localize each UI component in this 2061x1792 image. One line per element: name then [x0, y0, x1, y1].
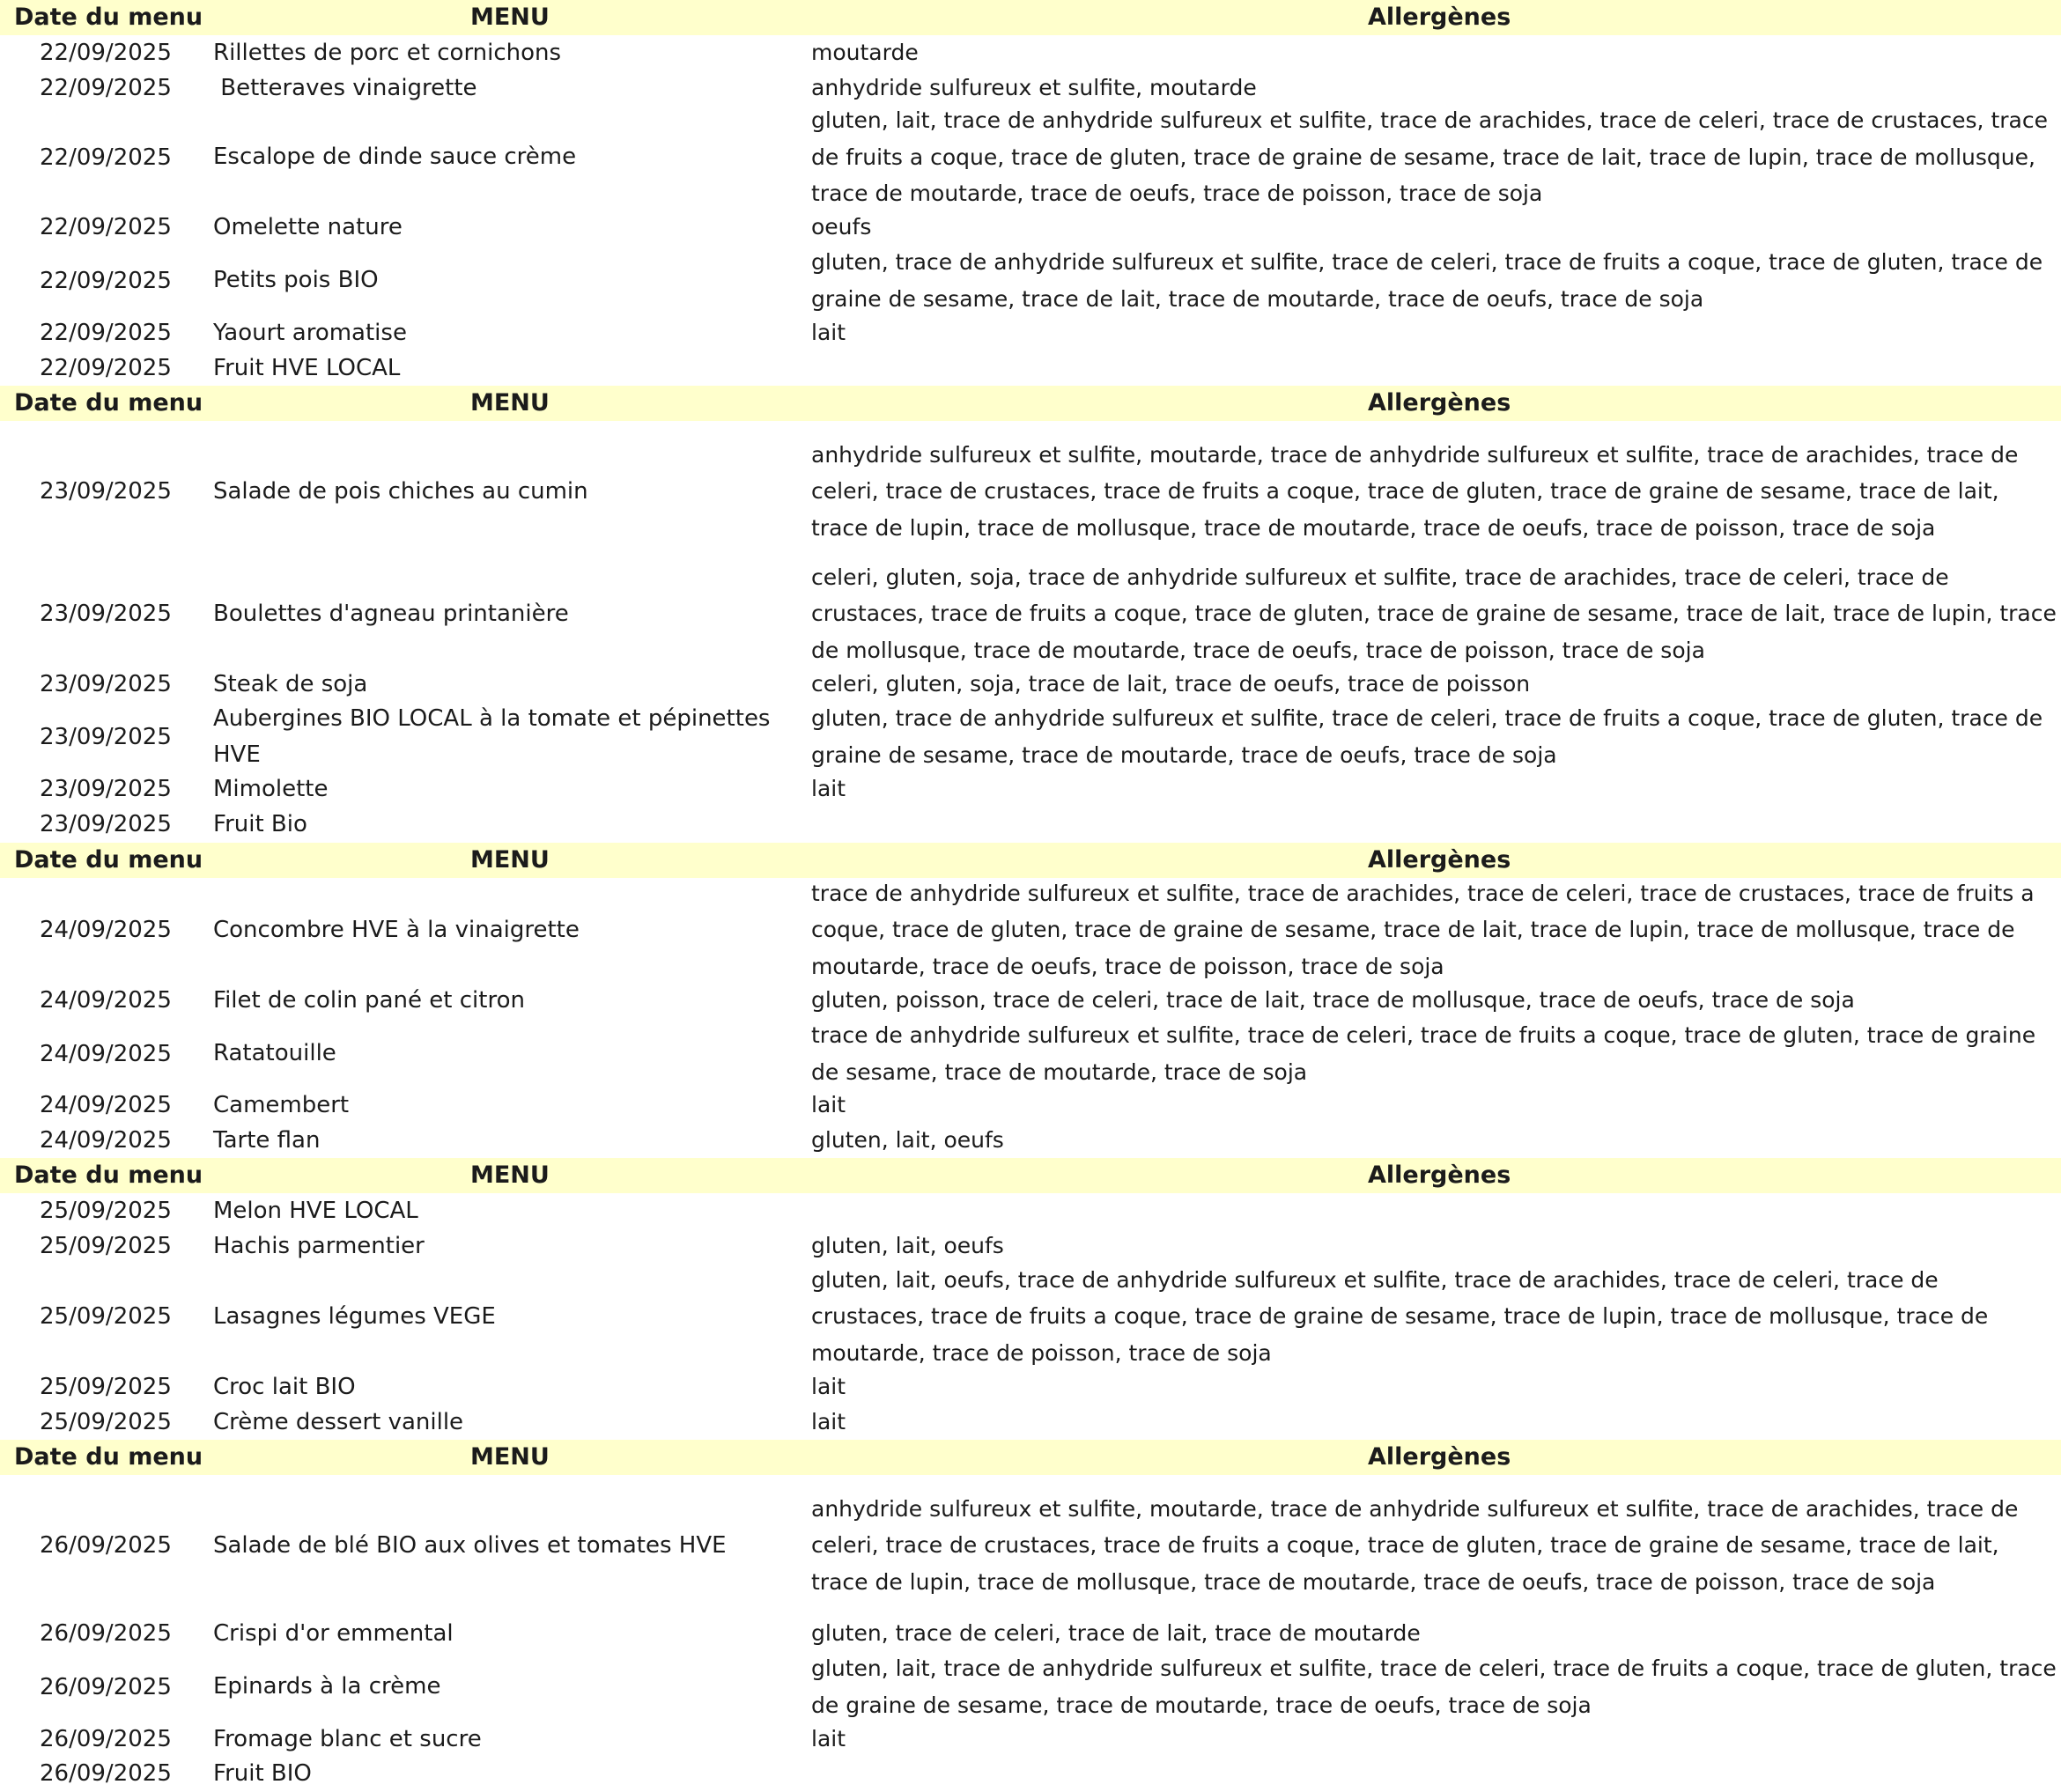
menu-cell: Hachis parmentier — [213, 1232, 425, 1259]
table-row — [0, 1228, 2061, 1264]
menu-cell: Salade de blé BIO aux olives et tomates HVE — [213, 1531, 727, 1559]
menu-cell: Tarte flan — [213, 1126, 321, 1154]
date-cell: 26/09/2025 — [40, 1673, 172, 1700]
allergens-column-header: Allergènes — [1368, 1443, 1511, 1471]
menu-cell: Petits pois BIO — [213, 267, 379, 293]
table-row — [0, 557, 2061, 670]
allergens-cell: anhydride sulfureux et sulfite, moutarde, trace de anhydride sulfureux et sulfite, trace de arachides, trace de celeri, trace de crustaces, trace de fruits a coque, trace de gluten, trace de graine de sesame, trace de lait, trace de lupin, trace de mollusque, trace de moutarde, trace de oeufs, trace de poisson, trace de soja — [811, 1495, 2019, 1595]
date-cell: 25/09/2025 — [40, 1303, 172, 1330]
menu-cell: Rillettes de porc et cornichons — [213, 39, 562, 66]
menu-column-header: MENU — [470, 4, 550, 31]
table-row — [0, 1262, 2061, 1371]
menu-cell: Fruit BIO — [213, 1759, 312, 1787]
date-cell: 25/09/2025 — [40, 1198, 172, 1224]
table-row — [0, 771, 2061, 807]
date-cell: 25/09/2025 — [40, 1409, 172, 1435]
allergens-cell: gluten, lait, oeufs, trace de anhydride sulfureux et sulfite, trace de arachides, trace de celeri, trace de crustaces, trace de fruits a coque, trace de graine de sesame, trace de lupin, trace de mollusque, trace de moutarde, trace de poisson, trace de soja — [811, 1266, 1989, 1366]
allergens-cell: gluten, lait, oeufs — [811, 1127, 1004, 1154]
date-cell: 22/09/2025 — [40, 144, 172, 171]
date-cell: 22/09/2025 — [40, 214, 172, 240]
date-cell: 23/09/2025 — [40, 723, 172, 750]
table-row — [0, 1088, 2061, 1123]
date-cell: 23/09/2025 — [40, 601, 172, 627]
table-row — [0, 1405, 2061, 1440]
menu-column-header: MENU — [470, 1161, 550, 1189]
header-row — [0, 0, 2061, 35]
table-row — [0, 244, 2061, 317]
allergens-cell: gluten, lait, oeufs — [811, 1233, 1004, 1259]
menu-cell: Fruit Bio — [213, 810, 307, 837]
date-column-header: Date du menu — [14, 846, 203, 874]
menu-cell: Epinards à la crème — [213, 1673, 441, 1700]
table-row — [0, 315, 2061, 350]
allergens-cell: celeri, gluten, soja, trace de lait, trace de oeufs, trace de poisson — [811, 671, 1531, 697]
date-column-header: Date du menu — [14, 389, 203, 417]
date-cell: 22/09/2025 — [40, 320, 172, 346]
table-row — [0, 1650, 2061, 1723]
menu-cell: Betteraves vinaigrette — [213, 74, 477, 101]
date-cell: 26/09/2025 — [40, 1726, 172, 1752]
table-row — [0, 1369, 2061, 1405]
menu-column-header: MENU — [470, 846, 550, 874]
date-cell: 22/09/2025 — [40, 75, 172, 101]
table-row — [0, 430, 2061, 553]
allergens-cell: lait — [811, 776, 846, 802]
menu-cell: Mimolette — [213, 775, 329, 802]
allergens-cell: lait — [811, 1726, 846, 1752]
table-row — [0, 1616, 2061, 1651]
header-row — [0, 1158, 2061, 1193]
date-cell: 25/09/2025 — [40, 1233, 172, 1259]
date-cell: 23/09/2025 — [40, 478, 172, 505]
menu-cell: Concombre HVE à la vinaigrette — [213, 916, 580, 943]
table-row — [0, 700, 2061, 773]
allergens-cell — [811, 1193, 2057, 1228]
date-cell: 24/09/2025 — [40, 1127, 172, 1154]
menu-cell: Steak de soja — [213, 670, 368, 697]
allergens-cell: gluten, trace de anhydride sulfureux et sulfite, trace de celeri, trace de fruits a coque, trace de gluten, trace de graine de sesame, trace de moutarde, trace de oeufs, trace de soja — [811, 705, 2043, 768]
date-cell: 22/09/2025 — [40, 267, 172, 294]
date-column-header: Date du menu — [14, 1161, 203, 1189]
date-cell: 24/09/2025 — [40, 917, 172, 943]
allergens-column-header: Allergènes — [1368, 1161, 1511, 1189]
allergens-cell: gluten, lait, trace de anhydride sulfureux et sulfite, trace de arachides, trace de celeri, trace de crustaces, trace de fruits a coque, trace de gluten, trace de graine de sesame, trace de lait, trace de lupin, trace de mollusque, trace de moutarde, trace de oeufs, trace de poisson, trace de soja — [811, 107, 2048, 207]
allergens-cell: lait — [811, 1409, 846, 1435]
menu-cell: Crème dessert vanille — [213, 1408, 464, 1435]
date-cell: 22/09/2025 — [40, 40, 172, 66]
allergens-cell: anhydride sulfureux et sulfite, moutarde — [811, 75, 1257, 101]
header-row — [0, 386, 2061, 421]
table-row — [0, 1484, 2061, 1607]
allergens-cell: lait — [811, 1374, 846, 1400]
menu-column-header: MENU — [470, 1443, 550, 1471]
allergens-cell: gluten, lait, trace de anhydride sulfureux et sulfite, trace de celeri, trace de fruits a coque, trace de gluten, trace de graine de sesame, trace de moutarde, trace de oeufs, trace de soja — [811, 1656, 2057, 1718]
menu-cell: Yaourt aromatise — [213, 319, 407, 346]
allergens-cell: celeri, gluten, soja, trace de anhydride sulfureux et sulfite, trace de arachides, trace de celeri, trace de crustaces, trace de fruits a coque, trace de gluten, trace de graine de sesame, trace de lait, trace de lupin, trace de mollusque, trace de moutarde, trace de oeufs, trace de poisson, trace de soja — [811, 564, 2057, 663]
allergens-cell — [811, 350, 2057, 386]
allergens-cell: moutarde — [811, 40, 919, 66]
date-cell: 25/09/2025 — [40, 1374, 172, 1400]
header-row — [0, 843, 2061, 878]
date-cell: 24/09/2025 — [40, 987, 172, 1014]
table-row — [0, 1193, 2061, 1228]
table-row — [0, 1756, 2061, 1791]
table-row — [0, 350, 2061, 386]
allergens-cell — [811, 807, 2057, 842]
table-row — [0, 35, 2061, 70]
date-cell: 23/09/2025 — [40, 776, 172, 802]
menu-cell: Fromage blanc et sucre — [213, 1725, 482, 1752]
date-cell: 26/09/2025 — [40, 1620, 172, 1647]
date-cell: 24/09/2025 — [40, 1040, 172, 1067]
menu-cell: Filet de colin pané et citron — [213, 986, 525, 1014]
table-row — [0, 875, 2061, 984]
table-row — [0, 1722, 2061, 1757]
allergens-column-header: Allergènes — [1368, 4, 1511, 31]
menu-cell: Croc lait BIO — [213, 1373, 356, 1400]
date-cell: 26/09/2025 — [40, 1532, 172, 1559]
allergens-column-header: Allergènes — [1368, 389, 1511, 417]
menu-cell: Omelette nature — [213, 213, 403, 240]
allergens-cell: oeufs — [811, 214, 872, 240]
menu-cell: Fruit HVE LOCAL — [213, 354, 401, 381]
date-cell: 23/09/2025 — [40, 811, 172, 837]
menu-cell: Escalope de dinde sauce crème — [213, 144, 577, 170]
date-column-header: Date du menu — [14, 1443, 203, 1471]
table-row — [0, 103, 2061, 211]
menu-cell: Camembert — [213, 1091, 350, 1118]
table-row — [0, 667, 2061, 702]
menu-cell: Lasagnes légumes VEGE — [213, 1302, 496, 1330]
allergens-cell — [811, 1756, 2057, 1791]
date-cell: 26/09/2025 — [40, 1760, 172, 1787]
date-cell: 24/09/2025 — [40, 1092, 172, 1118]
allergens-cell: lait — [811, 1092, 846, 1118]
date-column-header: Date du menu — [14, 4, 203, 31]
allergens-cell: gluten, trace de anhydride sulfureux et sulfite, trace de celeri, trace de fruits a coque, trace de gluten, trace de graine de sesame, trace de lait, trace de moutarde, trace de oeufs, trace de soja — [811, 249, 2043, 312]
allergens-cell: trace de anhydride sulfureux et sulfite, trace de arachides, trace de celeri, trace de crustaces, trace de fruits a coque, trace de gluten, trace de graine de sesame, trace de lait, trace de lupin, trace de mollusque, trace de moutarde, trace de oeufs, trace de poisson, trace de soja — [811, 880, 2035, 979]
allergens-cell: anhydride sulfureux et sulfite, moutarde, trace de anhydride sulfureux et sulfite, trace de arachides, trace de celeri, trace de crustaces, trace de fruits a coque, trace de gluten, trace de graine de sesame, trace de lait, trace de lupin, trace de mollusque, trace de moutarde, trace de oeufs, trace de poisson, trace de soja — [811, 441, 2019, 541]
table-row — [0, 210, 2061, 245]
table-row — [0, 983, 2061, 1018]
menu-cell: Crispi d'or emmental — [213, 1619, 454, 1647]
allergens-cell: gluten, poisson, trace de celeri, trace de lait, trace de mollusque, trace de oeufs, trace de soja — [811, 987, 1855, 1014]
menu-column-header: MENU — [470, 389, 550, 417]
menu-cell: Ratatouille — [213, 1040, 336, 1066]
date-cell: 22/09/2025 — [40, 355, 172, 381]
allergens-column-header: Allergènes — [1368, 846, 1511, 874]
allergens-cell: gluten, trace de celeri, trace de lait, trace de moutarde — [811, 1620, 1421, 1647]
table-row — [0, 807, 2061, 842]
menu-cell: Salade de pois chiches au cumin — [213, 477, 588, 505]
menu-cell: Aubergines BIO LOCAL à la tomate et pépinettes HVE — [213, 704, 771, 768]
table-row — [0, 70, 2061, 106]
allergens-cell: trace de anhydride sulfureux et sulfite, trace de celeri, trace de fruits a coque, trace de gluten, trace de graine de sesame, trace de moutarde, trace de soja — [811, 1022, 2036, 1085]
menu-cell: Boulettes d'agneau printanière — [213, 600, 569, 627]
header-row — [0, 1440, 2061, 1475]
allergens-cell: lait — [811, 320, 846, 346]
table-row — [0, 1123, 2061, 1158]
date-cell: 23/09/2025 — [40, 671, 172, 697]
table-row — [0, 1017, 2061, 1090]
menu-cell: Melon HVE LOCAL — [213, 1197, 418, 1224]
